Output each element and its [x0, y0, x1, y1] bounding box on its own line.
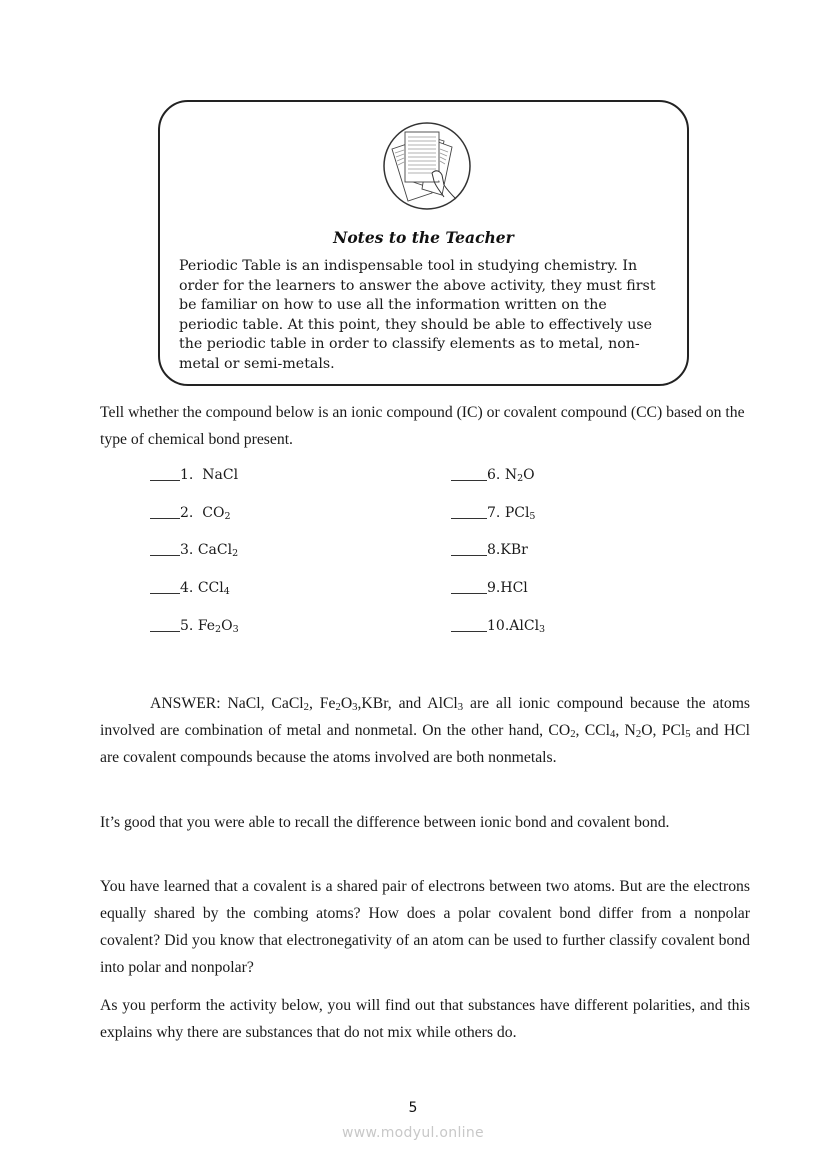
activity-instruction: Tell whether the compound below is an ionic compound (IC) or covalent compound (CC) based on the type of chemical bond present.: [100, 404, 745, 448]
compound-item: [150, 505, 231, 521]
item-number: 3.: [180, 542, 198, 558]
compound-formula: CaCl$_2$: [197, 542, 239, 559]
answer-label: ANSWER:: [150, 695, 221, 712]
compound-item: [150, 542, 238, 558]
compound-item: [451, 618, 545, 634]
subscript: 2: [635, 728, 642, 741]
item-number: 8.: [487, 542, 501, 558]
compound-item: [451, 467, 535, 483]
answer-blank[interactable]: [150, 479, 180, 481]
compound-item: [451, 505, 535, 521]
answer-blank[interactable]: [451, 554, 487, 556]
item-number: 6.: [487, 467, 505, 483]
covalent-question-paragraph: You have learned that a covalent is a shared pair of electrons between two atoms. But are the electrons equally shared by the combing atoms? How does a polar covalent bond differ from a nonpolar covalent? Did you know that electronegativity of an atom can be used to further classify covalent bond into polar and nonpolar?: [100, 878, 750, 976]
notes-line: Periodic Table is an indispensable tool in studying chemistry. In: [179, 258, 638, 274]
answer-blank[interactable]: [150, 630, 180, 632]
subscript: 2: [570, 728, 576, 741]
answer-paragraph: [100, 690, 750, 771]
item-number: 9.: [487, 580, 501, 596]
compound-formula: PCl$_5$: [504, 505, 536, 522]
recall-paragraph: It’s good that you were able to recall the difference between ionic bond and covalent bond.: [100, 814, 670, 831]
notes-line: order for the learners to answer the above activity, they must first: [179, 277, 656, 294]
compound-formula: $Fe_2O_3$: [197, 618, 239, 635]
subscript: 2: [215, 623, 222, 635]
watermark: www.modyul.online: [342, 1125, 484, 1141]
subscript: 5: [529, 510, 536, 522]
compound-item: [451, 542, 528, 558]
compound-item: [451, 580, 528, 596]
subscript: 4: [223, 585, 230, 597]
compound-formula: $N_2O$: [504, 467, 535, 484]
compound-formula: NaCl: [202, 467, 239, 483]
compound-item: [150, 467, 238, 483]
notes-to-teacher-box: [158, 100, 689, 386]
notes-title: Notes to the Teacher: [333, 228, 514, 247]
answer-text: NaCl, CaCl$_2$, $Fe_2O_3,KBr$, and AlCl$_3$ are all ionic compound because the atoms involved are combination of metal and nonmetal. On the other hand, $CO_2$, CCl$_4$, $N_2O$, PCl$_5$ and HCl are covalent compounds because the atoms involved are both nonmetals.: [100, 695, 750, 766]
answer-blank[interactable]: [451, 592, 487, 594]
compound-formula: $CO_2$: [202, 505, 231, 522]
item-number: 10.: [487, 618, 510, 634]
notes-line: be familiar on how to use all the information written on the: [179, 297, 607, 313]
answer-blank[interactable]: [451, 479, 487, 481]
item-number: 2.: [180, 505, 203, 521]
compound-item: [150, 580, 230, 596]
notes-line: periodic table. At this point, they should be able to effectively use: [179, 316, 653, 333]
page-number: 5: [408, 1100, 418, 1116]
answer-blank[interactable]: [451, 630, 487, 632]
subscript: 2: [303, 701, 309, 714]
answer-blank[interactable]: [150, 517, 180, 519]
subscript: 3: [352, 701, 358, 714]
answer-blank[interactable]: [150, 592, 180, 594]
compound-formula: KBr: [500, 542, 528, 558]
subscript: 2: [517, 472, 524, 484]
polarity-intro-paragraph: As you perform the activity below, you will find out that substances have different polarities, and this explains why there are substances that do not mix while others do.: [100, 997, 750, 1041]
subscript: 4: [610, 728, 616, 741]
answer-blank[interactable]: [451, 517, 487, 519]
compound-formula: HCl: [500, 580, 528, 596]
notes-body: [179, 257, 679, 374]
notes-line: the periodic table in order to classify elements as to metal, non-: [179, 336, 640, 352]
answer-blank[interactable]: [150, 554, 180, 556]
subscript: 2: [335, 701, 341, 714]
compound-formula: AlCl$_3$: [509, 618, 546, 635]
item-number: 4.: [180, 580, 198, 596]
subscript: 3: [539, 623, 546, 635]
subscript: 5: [685, 728, 691, 741]
subscript: 2: [232, 547, 239, 559]
subscript: 3: [232, 623, 239, 635]
subscript: 3: [457, 701, 464, 714]
notes-line: metal or semi-metals.: [179, 355, 335, 372]
subscript: 2: [224, 510, 231, 522]
compound-item: [150, 618, 239, 634]
item-number: 5.: [180, 618, 198, 634]
item-number: 7.: [487, 505, 505, 521]
papers-in-hand-icon: [382, 121, 472, 211]
compound-formula: CCl$_4$: [197, 580, 230, 597]
item-number: 1.: [180, 467, 203, 483]
